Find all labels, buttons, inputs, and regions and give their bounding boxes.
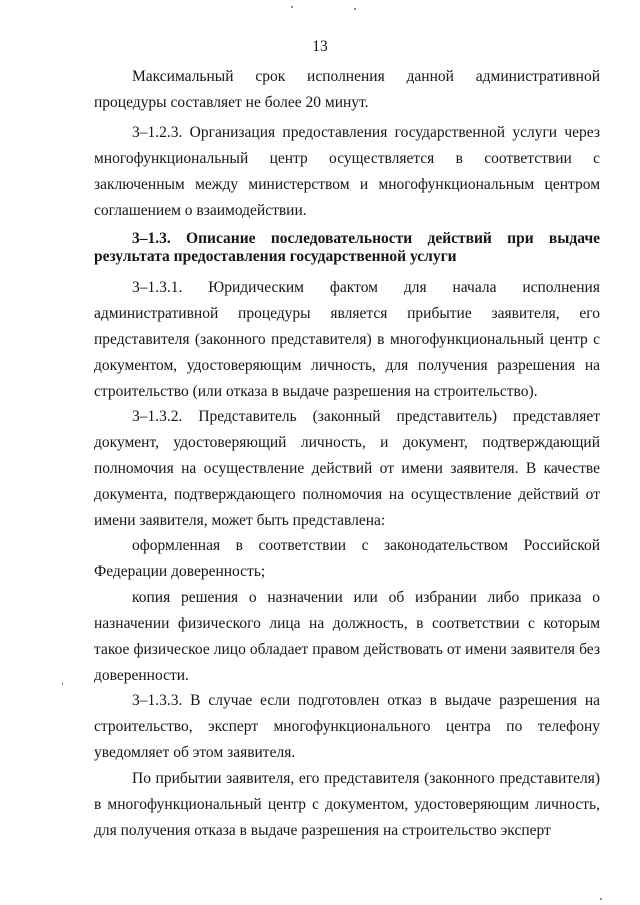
page-number: 13 xyxy=(312,38,328,55)
section-heading-3-1-3: 3–1.3. Описание последовательности действий при выдаче результата предоставления государственной услуги xyxy=(94,230,600,265)
paragraph-appointment-copy: копия решения о назначении или об избрании либо приказа о назначении физического лица на должность, в соответствии с которым такое физическое лицо обладает правом действовать от имени заявителя без доверенности. xyxy=(94,589,600,684)
scan-speck xyxy=(354,8,356,10)
paragraph-3-1-3-2: 3–1.3.2. Представитель (законный представитель) представляет документ, удостоверяющий личность, и документ, подтверждающий полномочия на осуществление действий от имени заявителя. В качестве документа, подтверждающего полномочия на осуществление действий от имени заявителя, может быть представлена: xyxy=(94,408,600,529)
scan-speck xyxy=(62,682,63,685)
paragraph-upon-arrival: По прибытии заявителя, его представителя (законного представителя) в многофункциональный центр с документом, удостоверяющим личность, для получения отказа в выдаче разрешения на строительство эксперт xyxy=(94,770,600,839)
paragraph-3-1-3-1: 3–1.3.1. Юридическим фактом для начала исполнения административной процедуры является прибытие заявителя, его представителя (законного представителя) в многофункциональный центр с документом, удостоверяющим личность, для получения разрешения на строительство (или отказа в выдаче разрешения на строительство). xyxy=(94,279,600,400)
scan-speck xyxy=(291,6,293,8)
paragraph-3-1-2-3: 3–1.2.3. Организация предоставления государственной услуги через многофункциональный центр осуществляется в соответствии с заключенным между министерством и многофункциональным центром соглашением о взаимодействии. xyxy=(94,124,600,219)
paragraph-max-duration: Максимальный срок исполнения данной административной процедуры составляет не более 20 минут. xyxy=(94,68,600,111)
paragraph-power-of-attorney: оформленная в соответствии с законодательством Российской Федерации доверенность; xyxy=(94,537,600,580)
scan-speck xyxy=(600,898,602,900)
paragraph-3-1-3-3: 3–1.3.3. В случае если подготовлен отказ в выдаче разрешения на строительство, эксперт многофункционального центра по телефону уведомляет об этом заявителя. xyxy=(94,692,600,761)
